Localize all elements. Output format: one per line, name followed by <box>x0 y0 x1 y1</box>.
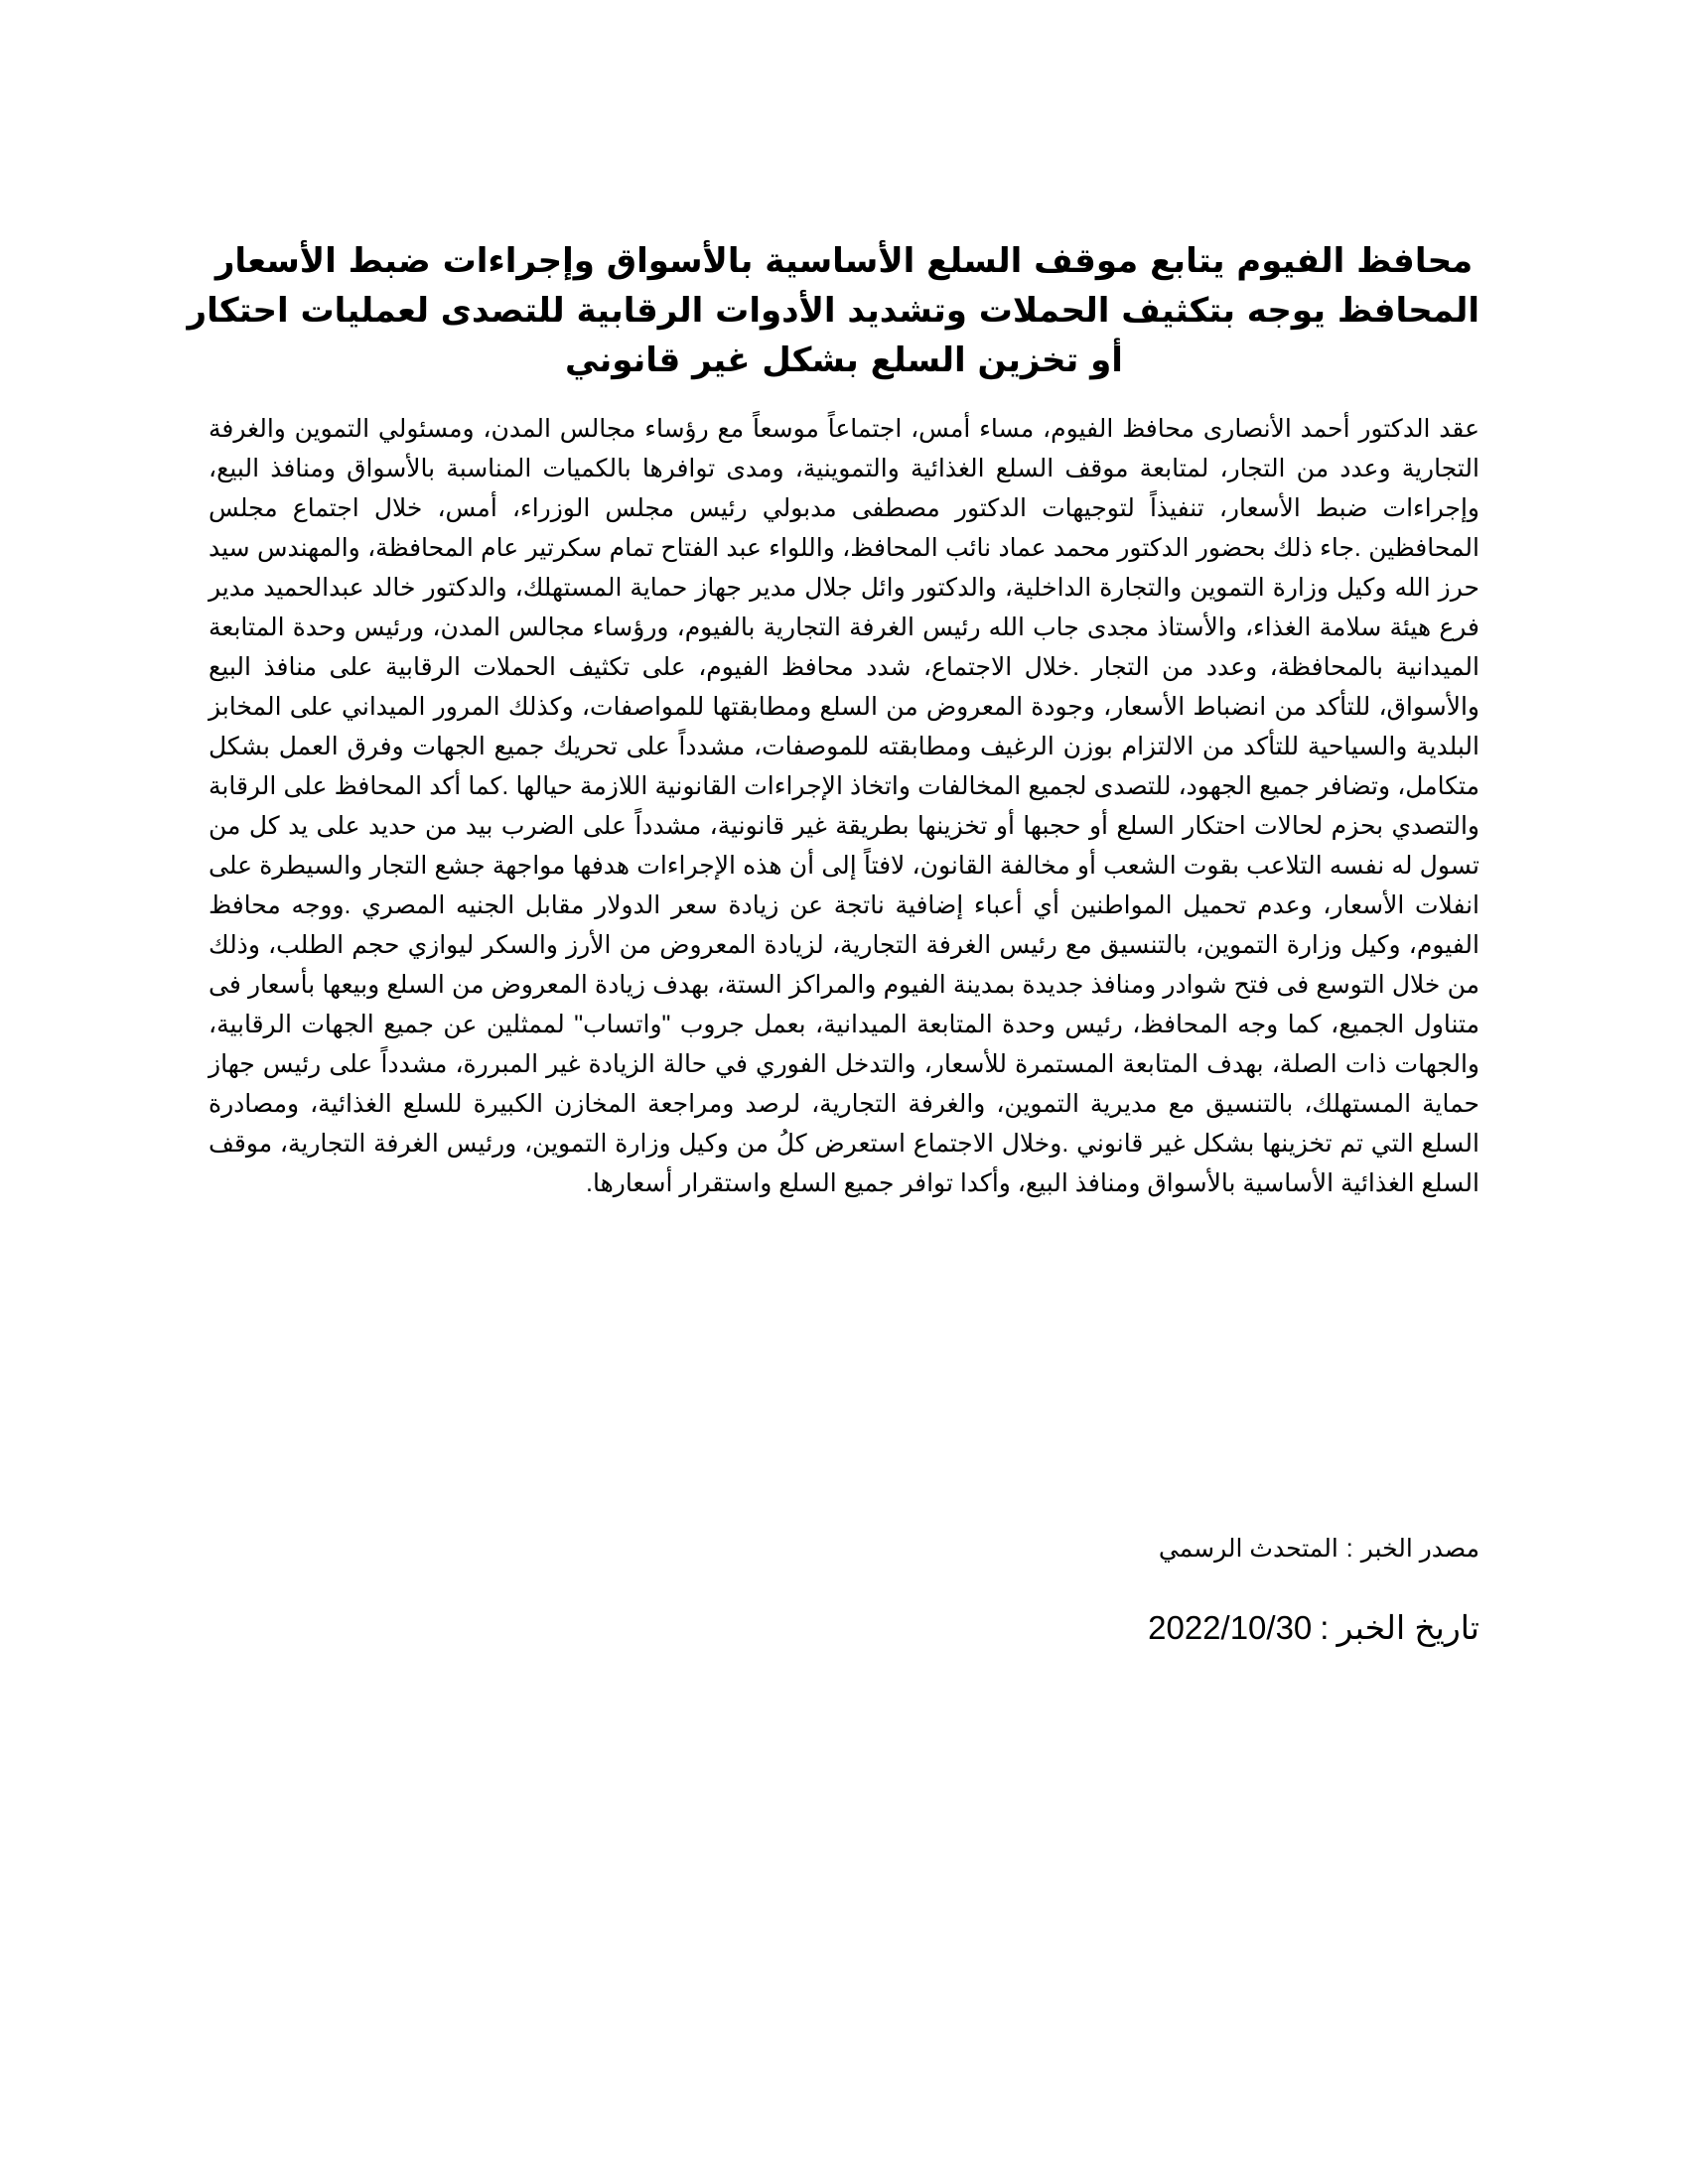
date-label: تاريخ الخبر <box>1336 1609 1479 1646</box>
headline-line-2: المحافظ يوجه بتكثيف الحملات وتشديد الأدوات الرقابية للتصدى لعمليات احتكار <box>187 291 1479 331</box>
source-separator: : <box>1345 1535 1353 1563</box>
news-source <box>1159 1529 1479 1569</box>
date-separator: : <box>1320 1609 1330 1646</box>
headline-line-1: محافظ الفيوم يتابع موقف السلع الأساسية بالأسواق وإجراءات ضبط الأسعار <box>214 241 1474 281</box>
source-value: المتحدث الرسمي <box>1158 1535 1338 1563</box>
date-value: 2022/10/30 <box>1148 1609 1313 1646</box>
headline <box>187 236 1479 385</box>
news-date <box>1148 1606 1479 1650</box>
headline-line-3: أو تخزين السلع بشكل غير قانوني <box>565 341 1123 380</box>
source-label: مصدر الخبر <box>1360 1535 1479 1563</box>
article-body: عقد الدكتور أحمد الأنصارى محافظ الفيوم، مساء أمس، اجتماعاً موسعاً مع رؤساء مجالس المدن، ومسئولي التموين والغرفة التجارية وعدد من التجار، لمتابعة موقف السلع الغذائية والتموينية، ومدى توافرها بالكميات المناسبة بالأسواق ومنافذ البيع، وإجراءات ضبط الأسعار، تنفيذاً لتوجيهات الدكتور مصطفى مدبولي رئيس مجلس الوزراء، أمس، خلال اجتماع مجلس المحافظين .جاء ذلك بحضور الدكتور محمد عماد نائب المحافظ، واللواء عبد الفتاح تمام سكرتير عام المحافظة، والمهندس سيد حرز الله وكيل وزارة التموين والتجارة الداخلية، والدكتور وائل جلال مدير جهاز حماية المستهلك، والدكتور خالد عبدالحميد مدير فرع هيئة سلامة الغذاء، والأستاذ مجدى جاب الله رئيس الغرفة التجارية بالفيوم، ورؤساء مجالس المدن، ورئيس وحدة المتابعة الميدانية بالمحافظة، وعدد من التجار .خلال الاجتماع، شدد محافظ الفيوم، على تكثيف الحملات الرقابية على منافذ البيع والأسواق، للتأكد من انضباط الأسعار، وجودة المعروض من السلع ومطابقتها للمواصفات، وكذلك المرور الميداني على المخابز البلدية والسياحية للتأكد من الالتزام بوزن الرغيف ومطابقته للموصفات، مشدداً على تحريك جميع الجهات وفرق العمل بشكل متكامل، وتضافر جميع الجهود، للتصدى لجميع المخالفات واتخاذ الإجراءات القانونية اللازمة حيالها .كما أكد المحافظ على الرقابة والتصدي بحزم لحالات احتكار السلع أو حجبها أو تخزينها بطريقة غير قانونية، مشدداً على الضرب بيد من حديد على يد كل من تسول له نفسه التلاعب بقوت الشعب أو مخالفة القانون، لافتاً إلى أن هذه الإجراءات هدفها مواجهة جشع التجار والسيطرة على انفلات الأسعار، وعدم تحميل المواطنين أي أعباء إضافية ناتجة عن زيادة سعر الدولار مقابل الجنيه المصري .ووجه محافظ الفيوم، وكيل وزارة التموين، بالتنسيق مع رئيس الغرفة التجارية، لزيادة المعروض من الأرز والسكر ليوازي حجم الطلب، وذلك من خلال التوسع فى فتح شوادر ومنافذ جديدة بمدينة الفيوم والمراكز الستة، بهدف زيادة المعروض من السلع وبيعها بأسعار فى متناول الجميع، كما وجه المحافظ، رئيس وحدة المتابعة الميدانية، بعمل جروب "واتساب" لممثلين عن جميع الجهات الرقابية، والجهات ذات الصلة، بهدف المتابعة المستمرة للأسعار، والتدخل الفوري في حالة الزيادة غير المبررة، مشدداً على رئيس جهاز حماية المستهلك، بالتنسيق مع مديرية التموين، والغرفة التجارية، لرصد ومراجعة المخازن الكبيرة للسلع الغذائية، ومصادرة السلع التي تم تخزينها بشكل غير قانوني .وخلال الاجتماع استعرض كلُ من وكيل وزارة التموين، ورئيس الغرفة التجارية، موقف السلع الغذائية الأساسية بالأسواق ومنافذ البيع، وأكدا توافر جميع السلع واستقرار أسعارها. <box>209 415 1479 1197</box>
